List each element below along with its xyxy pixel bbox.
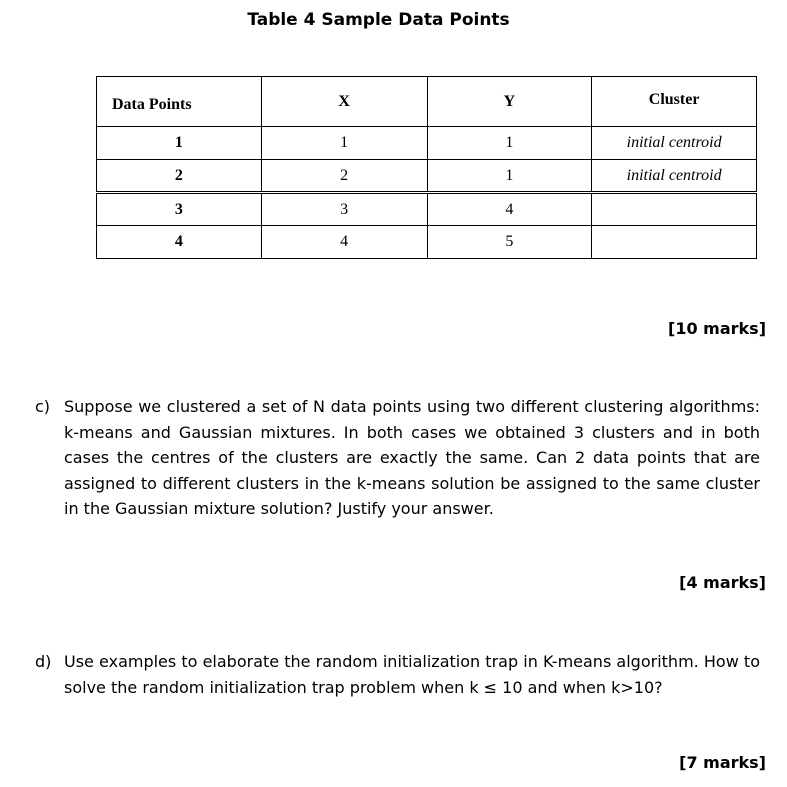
cell-cluster [592,193,757,226]
cell-cluster: initial centroid [592,127,757,160]
header-x: X [261,77,427,127]
marks-10: [10 marks] [668,319,766,338]
cell-x: 1 [261,127,427,160]
table-row [97,160,757,193]
header-cluster: Cluster [592,77,757,127]
sample-data-table [96,76,757,259]
cell-point: 2 [97,160,262,193]
cell-y: 1 [427,160,592,193]
cell-x: 3 [261,193,427,226]
question-c-label: c) [35,397,51,416]
cell-cluster [592,226,757,259]
cell-y: 1 [427,127,592,160]
cell-point: 1 [97,127,262,160]
cell-point: 3 [97,193,262,226]
table-title: Table 4 Sample Data Points [247,10,510,30]
question-c [35,394,760,522]
cell-cluster: initial centroid [592,160,757,193]
table-header-row [97,77,757,127]
question-d [35,649,760,700]
table-row [97,193,757,226]
cell-y: 4 [427,193,592,226]
question-d-text: Use examples to elaborate the random initialization trap in K-means algorithm. How to solve the random initialization trap problem when k ≤ 10 and when k>10? [64,652,760,697]
table-row [97,226,757,259]
cell-y: 5 [427,226,592,259]
marks-4: [4 marks] [679,573,766,592]
cell-x: 2 [261,160,427,193]
marks-7: [7 marks] [679,753,766,772]
question-d-label: d) [35,652,52,671]
question-c-text: Suppose we clustered a set of N data points using two different clustering algorithms: k-means and Gaussian mixtures. In both cases we obtained 3 clusters and in both cases the centres of the clusters are exactly the same. Can 2 data points that are assigned to different clusters in the k-means solution be assigned to the same cluster in the Gaussian mixture solution? Justify your answer. [64,397,760,518]
cell-x: 4 [261,226,427,259]
header-y: Y [427,77,592,127]
table-row [97,127,757,160]
cell-point: 4 [97,226,262,259]
header-data-points: Data Points [97,77,262,127]
